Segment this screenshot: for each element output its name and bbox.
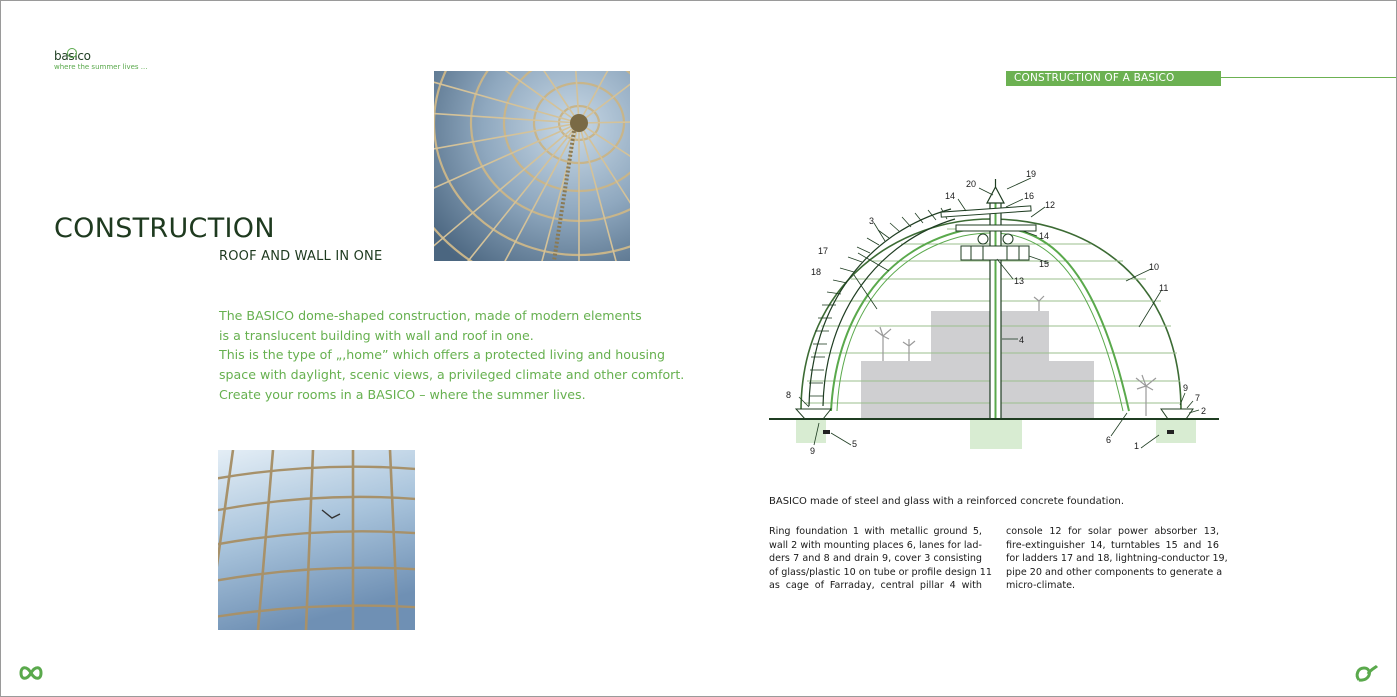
label-8: 8 [786, 390, 792, 400]
page-number-left [18, 663, 44, 688]
label-2: 2 [1201, 406, 1207, 416]
desc-line: Ring foundation 1 with metallic ground 5, [769, 526, 982, 537]
label-5: 5 [852, 439, 858, 449]
label-14b: 14 [1039, 231, 1050, 241]
label-11: 11 [1159, 283, 1169, 293]
ring-foundation-left [796, 419, 826, 443]
desc-line: micro-climate. [1006, 580, 1076, 592]
pillar-foundation [970, 419, 1022, 449]
intro-paragraph [219, 306, 685, 405]
label-4: 4 [1019, 335, 1025, 345]
desc-line: fire-extinguisher 14, turntables 15 and 16 [1006, 539, 1219, 551]
label-9-right: 9 [1183, 383, 1189, 393]
label-18: 18 [811, 267, 822, 277]
intro-line: is a translucent building with wall and roof in one. [219, 327, 534, 343]
desc-line: ders 7 and 8 and drain 9, cover 3 consisting [769, 553, 982, 565]
description-column-left [769, 525, 992, 593]
intro-line: Create your rooms in a BASICO – where the summer lives. [219, 386, 586, 402]
dome-interior-photo [434, 71, 630, 261]
intro-line: This is the type of „,home” which offers a protected living and housing [219, 347, 666, 363]
label-14: 14 [945, 191, 956, 201]
label-10: 10 [1149, 262, 1160, 272]
description-column-right [1006, 525, 1228, 593]
label-17: 17 [818, 246, 829, 256]
label-6: 6 [1106, 435, 1112, 445]
label-19: 19 [1026, 169, 1037, 179]
diagram-caption: BASICO made of steel and glass with a reinforced concrete foundation. [769, 496, 1125, 507]
desc-line: console 12 for solar power absorber 13, [1006, 526, 1219, 537]
svg-text:9: 9 [1353, 663, 1354, 664]
dome-construction-diagram [761, 161, 1231, 461]
logo-wordmark: basico [54, 49, 91, 63]
desc-line: for ladders 17 and 18, lightning-conductor 19, [1006, 553, 1228, 565]
label-1: 1 [1134, 441, 1140, 451]
intro-line: space with daylight, scenic views, a privileged climate and other comfort. [219, 367, 685, 383]
desc-line: of glass/plastic 10 on tube or profile design 11 [769, 566, 992, 578]
logo-tagline: where the summer lives ... [54, 63, 148, 71]
label-3: 3 [869, 216, 875, 226]
sprout-icon [1353, 663, 1379, 683]
desc-line: pipe 20 and other components to generate a [1006, 566, 1223, 578]
ring-foundation-right [1156, 419, 1196, 443]
glass-wall-photo [218, 450, 415, 630]
label-7: 7 [1195, 393, 1201, 403]
label-15: 15 [1039, 259, 1050, 269]
label-13: 13 [1014, 276, 1025, 286]
label-9-left: 9 [810, 446, 816, 456]
svg-text:8: 8 [18, 663, 19, 664]
infinity-icon [18, 663, 44, 683]
page-number-right [1353, 663, 1379, 688]
section-rule [1221, 77, 1397, 78]
logo-sun-icon [67, 48, 77, 58]
desc-line: as cage of Farraday, central pillar 4 with [769, 580, 982, 592]
intro-line: The BASICO dome-shaped construction, made of modern elements [219, 308, 642, 323]
section-header: CONSTRUCTION OF A BASICO [1006, 71, 1221, 86]
page-title: CONSTRUCTION [54, 213, 275, 244]
label-16: 16 [1024, 191, 1035, 201]
desc-line: wall 2 with mounting places 6, lanes for lad- [769, 539, 982, 551]
label-12: 12 [1045, 200, 1056, 210]
page-subtitle: ROOF AND WALL IN ONE [219, 249, 383, 264]
label-20: 20 [966, 179, 977, 189]
